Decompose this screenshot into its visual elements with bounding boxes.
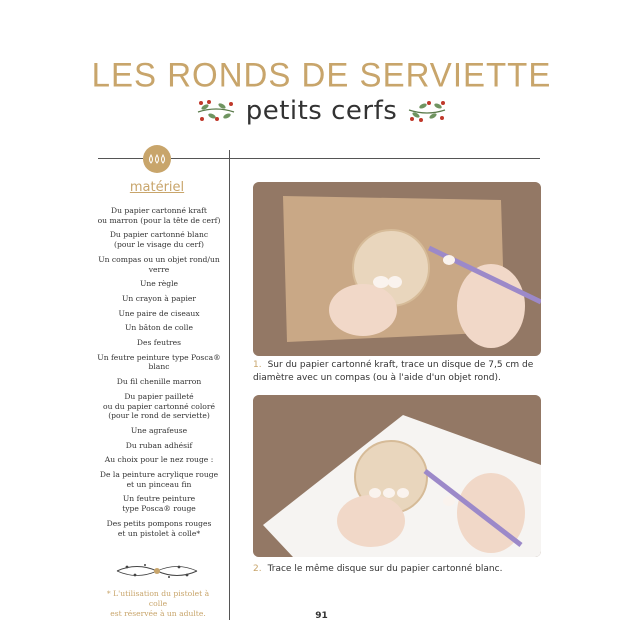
adult-note: * L'utilisation du pistolet à colle est réservée à un adulte. xyxy=(106,589,210,618)
list-item: Un feutre peinture type Posca® blanc xyxy=(97,352,221,372)
step-number: 2. xyxy=(253,564,262,574)
step-1-caption xyxy=(253,359,543,384)
list-item: Du papier cartonné blanc (pour le visage du cerf) xyxy=(109,230,209,250)
list-item: Un compas ou un objet rond/un verre xyxy=(98,254,220,274)
list-item: Un feutre peinture type Posca® rouge xyxy=(122,494,196,514)
step-number: 1. xyxy=(253,360,262,370)
step-2-caption xyxy=(253,563,543,576)
page-title: LES RONDS DE SERVIETTE xyxy=(91,55,552,94)
holly-branch-icon xyxy=(196,98,236,124)
list-item: Une agrafeuse xyxy=(130,425,188,435)
list-item: Des petits pompons rouges et un pistolet à colle* xyxy=(106,518,212,538)
divider-left xyxy=(98,158,143,159)
step-text: Sur du papier cartonné kraft, trace un disque de 7,5 cm de diamètre avec un compas (ou à l'aide d'un objet rond). xyxy=(253,360,534,383)
holly-branch-icon xyxy=(407,98,447,124)
divider-right xyxy=(171,158,540,159)
list-item: Du fil chenille marron xyxy=(116,377,202,387)
materiel-list xyxy=(95,206,223,543)
list-item: Un crayon à papier xyxy=(121,293,197,303)
subtitle-row xyxy=(0,94,643,128)
step-text: Trace le même disque sur du papier cartonné blanc. xyxy=(267,564,503,574)
list-item: Du ruban adhésif xyxy=(125,440,193,450)
list-item: De la peinture acrylique rouge et un pinceau fin xyxy=(99,470,219,489)
list-item: Une paire de ciseaux xyxy=(118,308,200,318)
list-item: Au choix pour le nez rouge : xyxy=(104,455,214,465)
floral-vine-icon xyxy=(113,560,201,582)
step-2-photo xyxy=(253,395,541,557)
page-number: 91 xyxy=(315,611,328,621)
list-item: Une règle xyxy=(139,279,179,289)
list-item: Un bâton de colle xyxy=(125,323,193,333)
page-subtitle: petits cerfs xyxy=(245,96,398,126)
water-drops-icon xyxy=(143,145,171,173)
step-1-photo xyxy=(253,182,541,356)
list-item: Des feutres xyxy=(136,338,182,348)
list-item: Du papier cartonné kraft ou marron (pour la tête de cerf) xyxy=(97,206,221,225)
column-divider xyxy=(229,150,230,620)
materiel-heading: matériel xyxy=(129,180,185,195)
list-item: Du papier pailleté ou du papier cartonné coloré (pour le rond de serviette) xyxy=(103,391,215,421)
